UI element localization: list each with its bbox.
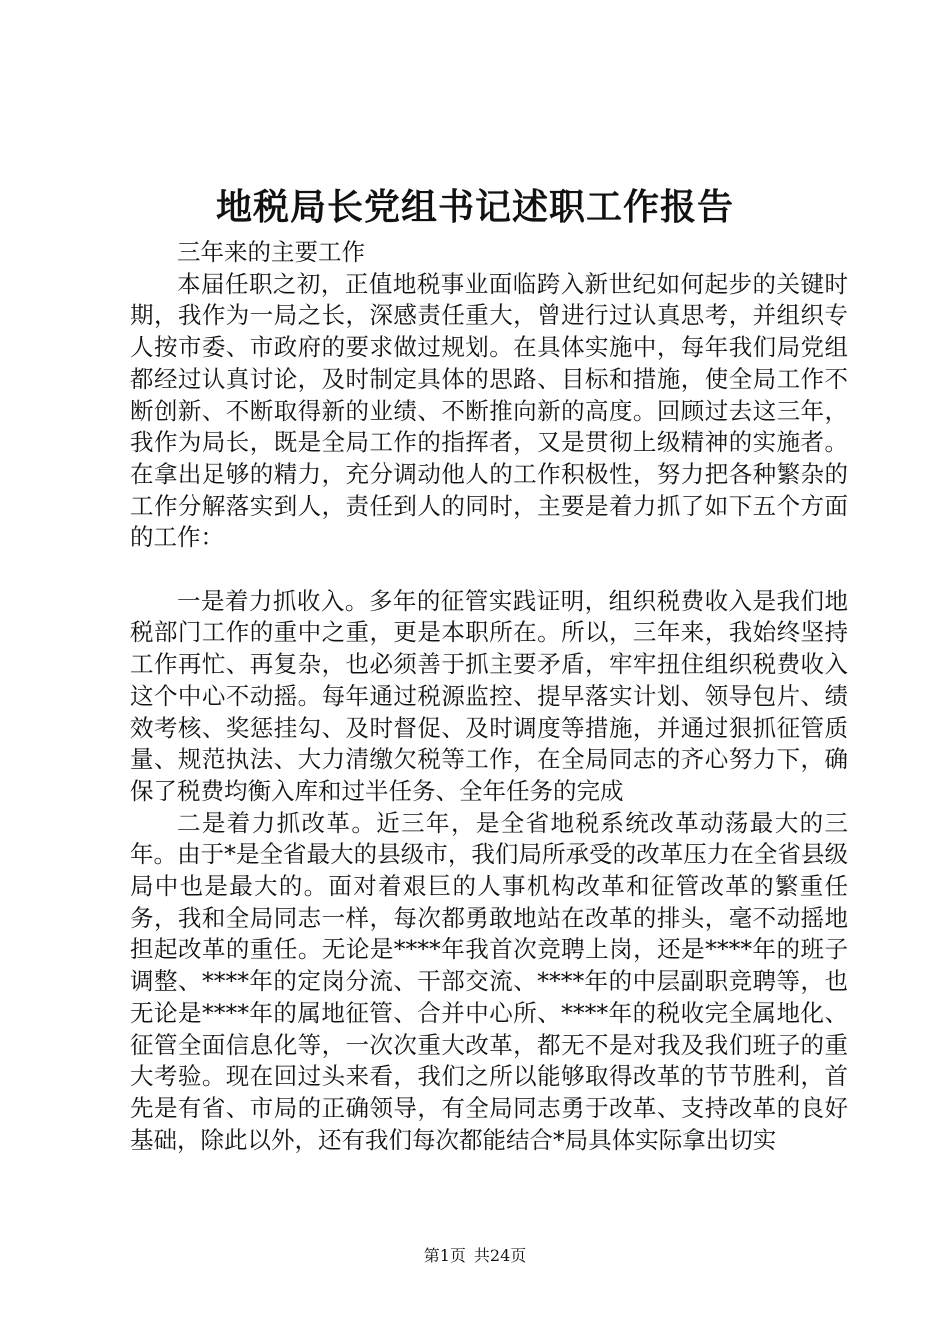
page-number: 第1页 bbox=[423, 1246, 466, 1265]
page-total: 共24页 bbox=[473, 1246, 527, 1265]
page-footer bbox=[0, 1246, 950, 1266]
document-body bbox=[130, 237, 848, 1156]
paragraph-revenue: 一是着力抓收入。多年的征管实践证明，组织税费收入是我们地税部门工作的重中之重，更是本职所在。所以，三年来，我始终坚持工作再忙、再复杂，也必须善于抓主要矛盾，牢牢扭住组织税费收入这个中心不动摇。每年通过税源监控、提早落实计划、领导包片、绩效考核、奖惩挂勾、及时督促、及时调度等措施，并通过狠抓征管质量、规范执法、大力清缴欠税等工作，在全局同志的齐心努力下，确保了税费均衡入库和过半任务、全年任务的完成 bbox=[130, 586, 848, 805]
paragraph-reform: 二是着力抓改革。近三年，是全省地税系统改革动荡最大的三年。由于*是全省最大的县级市，我们局所承受的改革压力在全省县级局中也是最大的。面对着艰巨的人事机构改革和征管改革的繁重任务，我和全局同志一样，每次都勇敢地站在改革的排头，毫不动摇地担起改革的重任。无论是****年我首次竞聘上岗，还是****年的班子调整、****年的定岗分流、干部交流、****年的中层副职竞聘等，也无论是****年的属地征管、合并中心所、****年的税收完全属地化、征管全面信息化等，一次次重大改革，都无不是对我及我们班子的重大考验。现在回过头来看，我们之所以能够取得改革的节节胜利，首先是有省、市局的正确领导，有全局同志勇于改革、支持改革的良好基础，除此以外，还有我们每次都能结合*局具体实际拿出切实 bbox=[130, 808, 848, 1154]
document-title: 地税局长党组书记述职工作报告 bbox=[215, 186, 734, 228]
paragraph-intro: 本届任职之初，正值地税事业面临跨入新世纪如何起步的关键时期，我作为一局之长，深感责任重大，曾进行过认真思考，并组织专人按市委、市政府的要求做过规划。在具体实施中，每年我们局党组都经过认真讨论，及时制定具体的思路、目标和措施，使全局工作不断创新、不断取得新的业绩、不断推向新的高度。回顾过去这三年，我作为局长，既是全局工作的指挥者，又是贯彻上级精神的实施者。在拿出足够的精力，充分调动他人的工作积极性，努力把各种繁杂的工作分解落实到人，责任到人的同时，主要是着力抓了如下五个方面的工作： bbox=[130, 269, 848, 552]
paragraph-spacer bbox=[130, 554, 848, 586]
section-heading: 三年来的主要工作 bbox=[177, 238, 365, 266]
